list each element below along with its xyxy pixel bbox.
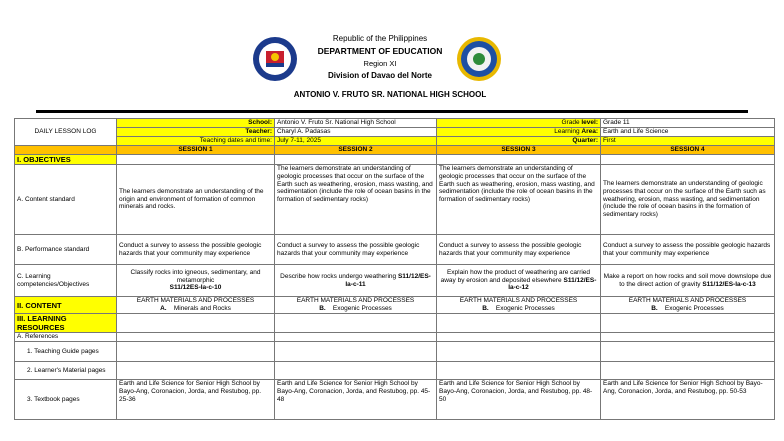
performance-standard-cell: Conduct a survey to assess the possible geologic hazards that your community may experience [275, 235, 437, 265]
content-cell: EARTH MATERIALS AND PROCESSES B. Exogenic Processes [437, 297, 601, 314]
competencies-label: C. Learning competencies/Objectives [15, 265, 117, 297]
teaching-dates-value: July 7-11, 2025 [275, 137, 437, 146]
learning-area-value: Earth and Life Science [601, 128, 775, 137]
competency-cell: Explain how the product of weathering are carried away by erosion and deposited elsewhere S11/12/ES-Ia-c-12 [437, 265, 601, 297]
deped-seal-logo [252, 36, 298, 82]
content-standard-cell: The learners demonstrate an understanding of the origin and environment of formation of common minerals and rocks. [117, 165, 275, 235]
performance-standard-label: B. Performance standard [15, 235, 117, 265]
textbook-cell: Earth and Life Science for Senior High School by Bayo-Ang, Coronacion, Jorda, and Restubog, pp. 48-50 [437, 380, 601, 420]
performance-standard-cell: Conduct a survey to assess the possible geologic hazards that your community may experience [437, 235, 601, 265]
header-department: DEPARTMENT OF EDUCATION [317, 46, 443, 56]
division-seal-logo [456, 36, 502, 82]
objectives-title: I. OBJECTIVES [15, 155, 117, 165]
content-standard-cell: The learners demonstrate an understanding of geologic processes that occur on the surface of the Earth such as weathering, erosion, mass wasting, and sedimentation (include the role of ocean basins in the formation of sedimentary rocks) [601, 165, 775, 235]
content-title: II. CONTENT [15, 297, 117, 314]
school-label: School: [117, 119, 275, 128]
textbook-cell: Earth and Life Science for Senior High School by Bayo-Ang, Coronacion, Jorda, and Restubog, pp. 45-48 [275, 380, 437, 420]
performance-standard-cell: Conduct a survey to assess the possible geologic hazards that your community may experience [117, 235, 275, 265]
teaching-dates-label: Teaching dates and time: [117, 137, 275, 146]
learning-area-label: Learning Area: [437, 128, 601, 137]
competency-cell: Make a report on how rocks and soil move downslope due to the direct action of gravity S11/12/ES-Ia-c-13 [601, 265, 775, 297]
session-header: SESSION 4 [601, 146, 775, 155]
learners-material-label: 2. Learner's Material pages [15, 362, 117, 380]
textbook-cell: Earth and Life Science for Senior High School by Bayo-Ang, Coronacion, Jorda, and Restubog, pp. 25-36 [117, 380, 275, 420]
competency-cell: Classify rocks into igneous, sedimentary, and metamorphic S11/12ES-Ia-c-10 [117, 265, 275, 297]
textbook-label: 3. Textbook pages [15, 380, 117, 420]
header-school-name: ANTONIO V. FRUTO SR. NATIONAL HIGH SCHOOL [293, 90, 487, 99]
quarter-label: Quarter: [437, 137, 601, 146]
header-rule [36, 110, 748, 113]
performance-standard-cell: Conduct a survey to assess the possible geologic hazards that your community may experience [601, 235, 775, 265]
content-standard-cell: The learners demonstrate an understanding of geologic processes that occur on the surface of the Earth such as weathering, erosion, mass wasting, and sedimentation (include the role of ocean basins in the formation of sedimentary rocks) [275, 165, 437, 235]
competency-cell: Describe how rocks undergo weathering S11/12/ES-Ia-c-11 [275, 265, 437, 297]
header-republic: Republic of the Philippines [332, 34, 428, 43]
references-label: A. References [15, 333, 117, 342]
session-header: SESSION 2 [275, 146, 437, 155]
grade-level-label: Grade level: [437, 119, 601, 128]
teaching-guide-label: 1. Teaching Guide pages [15, 342, 117, 362]
header-division: Division of Davao del Norte [327, 71, 433, 80]
content-standard-label: A. Content standard [15, 165, 117, 235]
content-standard-cell: The learners demonstrate an understanding of geologic processes that occur on the surface of the Earth such as weathering, erosion, mass wasting, and sedimentation (include the role of ocean basins in the formation of sedimentary rocks) [437, 165, 601, 235]
grade-level-value: Grade 11 [601, 119, 775, 128]
content-cell: EARTH MATERIALS AND PROCESSES B. Exogenic Processes [275, 297, 437, 314]
quarter-value: First [601, 137, 775, 146]
daily-lesson-log-table [14, 118, 775, 420]
textbook-cell: Earth and Life Science for Senior High School by Bayo-Ang, Coronacion, Jorda, and Restubog, pp. 50-53 [601, 380, 775, 420]
session-corner [15, 146, 117, 155]
daily-lesson-log-title: DAILY LESSON LOG [15, 119, 117, 146]
session-header: SESSION 3 [437, 146, 601, 155]
resources-title: III. LEARNING RESOURCES [15, 314, 117, 333]
content-cell: EARTH MATERIALS AND PROCESSES B. Exogenic Processes [601, 297, 775, 314]
header-region: Region XI [363, 59, 397, 68]
content-cell: EARTH MATERIALS AND PROCESSES A. Minerals and Rocks [117, 297, 275, 314]
school-value: Antonio V. Fruto Sr. National High School [275, 119, 437, 128]
session-header: SESSION 1 [117, 146, 275, 155]
teacher-value: Charyl A. Padasas [275, 128, 437, 137]
teacher-label: Teacher: [117, 128, 275, 137]
